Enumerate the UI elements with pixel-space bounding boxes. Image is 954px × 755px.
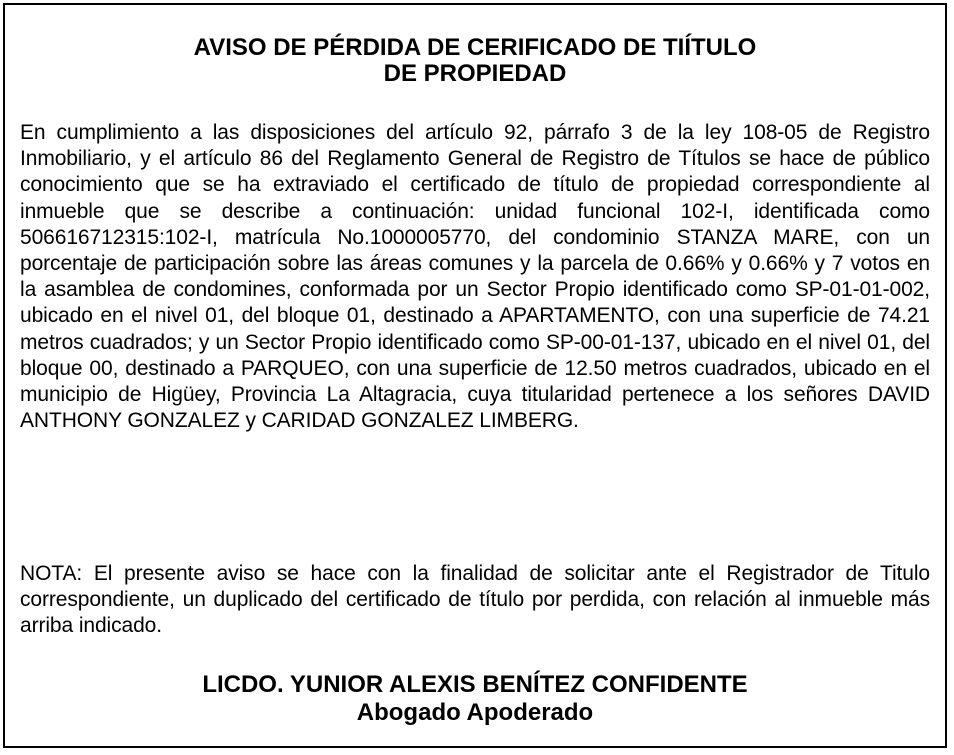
notice-title: [5, 35, 945, 87]
notice-body-paragraph: En cumplimiento a las disposiciones del artículo 92, párrafo 3 de la ley 108-05 de Registro Inmobiliario, y el artículo 86 del Reglamento General de Registro de Títulos se hace de público conocimiento que se ha extraviado el certificado de título de propiedad correspondiente al inmueble que se describe a continuación: unidad funcional 102-I, identificada como 506616712315:102-I, matrícula No.1000005770, del condominio STANZA MARE, con un porcentaje de participación sobre las áreas comunes y la parcela de 0.66% y 0.66% y 7 votos en la asamblea de condomines, conformada por un Sector Propio identificado como SP-01-01-002, ubicado en el nivel 01, del bloque 01, destinado a APARTAMENTO, con una superficie de 74.21 metros cuadrados; y un Sector Propio identificado como SP-00-01-137, ubicado en el nivel 01, del bloque 00, destinado a PARQUEO, con una superficie de 12.50 metros cuadrados, ubicado en el municipio de Higüey, Provincia La Altagracia, cuya titularidad pertenece a los señores DAVID ANTHONY GONZALEZ y CARIDAD GONZALEZ LIMBERG.: [20, 121, 930, 433]
legal-notice: [3, 3, 947, 748]
notice-note-paragraph: NOTA: El presente aviso se hace con la finalidad de solicitar ante el Registrador de Titulo correspondiente, un duplicado del certificado de título por perdida, con relación al inmueble más arriba indicado.: [20, 562, 930, 638]
signatory-name: LICDO. YUNIOR ALEXIS BENÍTEZ CONFIDENTE: [202, 671, 748, 698]
notice-title-line-1: AVISO DE PÉRDIDA DE CERIFICADO DE TIÍTULO: [193, 34, 757, 61]
notice-title-line-2: DE PROPIEDAD: [383, 60, 567, 87]
signatory-role: Abogado Apoderado: [356, 699, 594, 726]
signature-block: [5, 671, 945, 727]
